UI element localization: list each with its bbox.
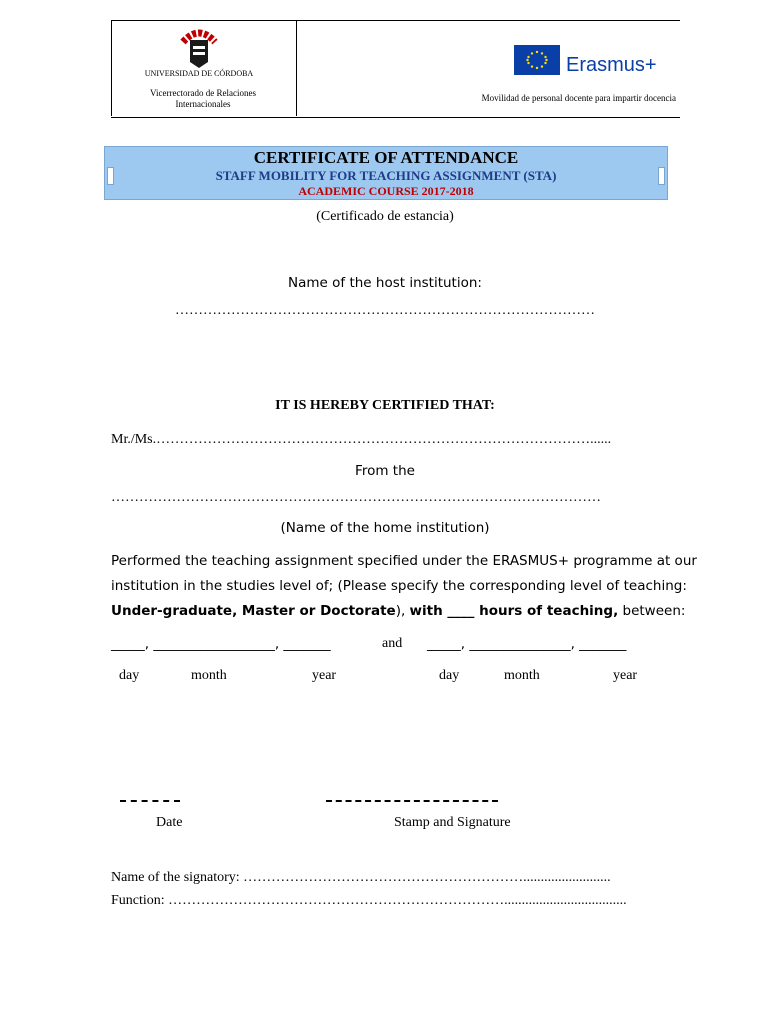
certificate-subtitle: STAFF MOBILITY FOR TEACHING ASSIGNMENT (STA): [215, 168, 557, 183]
end-year-label: year: [613, 668, 638, 683]
and-label: and: [382, 636, 403, 651]
certificate-title: CERTIFICATE OF ATTENDANCE: [253, 148, 519, 167]
start-date-field[interactable]: _____, __________________, _______: [111, 636, 331, 652]
function-field[interactable]: Function: ………………………………………………………………...................................: [111, 893, 627, 908]
end-day-label: day: [439, 668, 460, 683]
erasmus-logo-text: Erasmus+: [566, 54, 657, 76]
stamp-signature-line[interactable]: [326, 800, 498, 802]
teaching-level-options: Under-graduate, Master or Doctorate: [111, 603, 396, 619]
end-month-label: month: [504, 668, 540, 683]
paragraph-line-1: Performed the teaching assignment specified under the ERASMUS+ programme at our: [111, 553, 697, 569]
end-date-field[interactable]: _____, _______________, _______: [427, 636, 627, 652]
start-month-label: month: [191, 668, 227, 683]
from-the-label: From the: [355, 463, 415, 479]
paragraph-line-2: institution in the studies level of; (Please specify the corresponding level of teaching:: [111, 578, 687, 594]
start-day-label: day: [119, 668, 140, 683]
home-institution-field[interactable]: ……………………………………………………………………………………………: [111, 490, 601, 505]
home-institution-label: (Name of the home institution): [280, 520, 490, 536]
spanish-title: (Certificado de estancia): [316, 209, 454, 224]
hours-of-teaching[interactable]: with ____ hours of teaching,: [409, 603, 619, 619]
start-year-label: year: [312, 668, 337, 683]
paragraph-line-3: [111, 603, 686, 619]
date-label: Date: [156, 815, 183, 830]
eu-flag-icon: [514, 45, 560, 75]
university-crest-icon: [183, 33, 215, 68]
stamp-signature-label: Stamp and Signature: [394, 815, 511, 830]
academic-course: ACADEMIC COURSE 2017-2018: [298, 184, 474, 198]
host-institution-label: Name of the host institution:: [288, 275, 482, 291]
participant-name-field[interactable]: Mr./Ms.…………………………………………………………………………………......: [111, 432, 612, 447]
paragraph-connector: ),: [395, 603, 410, 619]
signatory-name-field[interactable]: Name of the signatory: …………………………………………………….........................: [111, 870, 611, 885]
university-department: Vicerrectorado de Relaciones Internacionales: [150, 88, 256, 109]
host-institution-field[interactable]: ………………………………………………………………………………: [175, 303, 595, 318]
certified-heading: IT IS HEREBY CERTIFIED THAT:: [275, 398, 495, 413]
university-logo-text: UNIVERSIDAD DE CÓRDOBA: [144, 69, 254, 78]
date-signature-line[interactable]: [120, 800, 180, 802]
program-subtitle: Movilidad de personal docente para impartir docencia: [481, 93, 676, 103]
paragraph-end: between:: [618, 603, 686, 619]
university-logo: [141, 24, 257, 82]
